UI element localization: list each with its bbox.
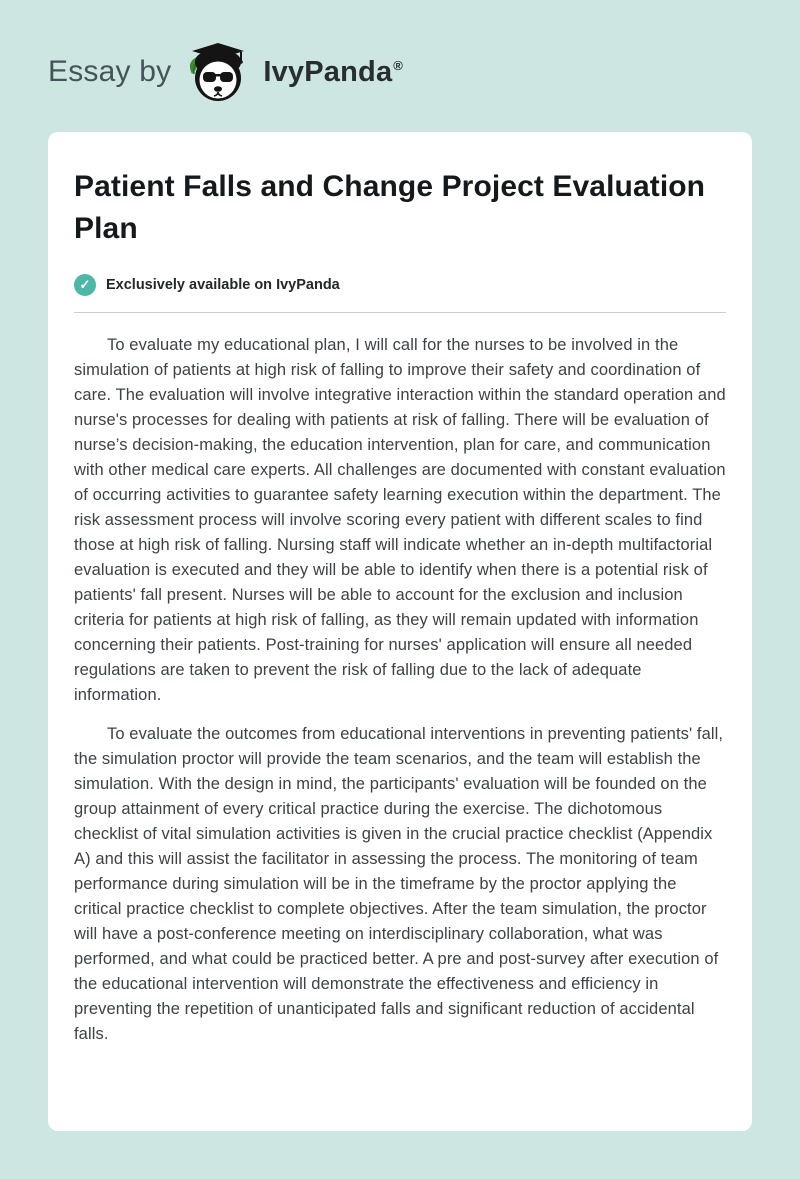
availability-badge-label: Exclusively available on IvyPanda (106, 277, 340, 293)
essay-body (74, 333, 726, 1047)
registered-trademark-symbol: ® (393, 57, 404, 73)
page-title: Patient Falls and Change Project Evaluation Plan (74, 170, 706, 245)
ivypanda-logo-icon (185, 40, 249, 104)
check-circle-icon: ✓ (74, 274, 96, 296)
essay-paragraph-2: To evaluate the outcomes from educational interventions in preventing patients' fall, the simulation proctor will provide the team scenarios, and the team will establish the simulation. With the design in mind, the participants' evaluation will be founded on the group attainment of every critical practice during the exercise. The dichotomous checklist of vital simulation activities is given in the crucial practice checklist (Appendix A) and this will assist the facilitator in assessing the process. The monitoring of team performance during simulation will be in the timeframe by the proctor applying the critical practice checklist to complete objectives. After the team simulation, the proctor will have a post-conference meeting on interdisciplinary collaboration, what was performed, and what could be practiced better. A pre and post-survey after execution of the educational intervention will demonstrate the effectiveness and efficiency in preventing the repetition of unanticipated falls and significant reduction of accidental falls. (74, 725, 724, 1043)
divider (74, 312, 726, 313)
essay-by-label: Essay by (48, 55, 172, 88)
essay-paragraph-1: To evaluate my educational plan, I will call for the nurses to be involved in the simulation of patients at high risk of falling to improve their safety and coordination of care. The evaluation will involve integrative interaction within the standard operation and nurse's processes for dealing with patients at risk of falling. There will be evaluation of nurse’s decision-making, the education intervention, plan for care, and communication with other medical care experts. All challenges are documented with constant evaluation of occurring activities to guarantee safety learning execution within the department. The risk assessment process will involve scoring every patient with different scales to find those at high risk of falling. Nursing staff will indicate whether an in-depth multifactorial evaluation is executed and they will be able to identify when there is a potential risk of patients' fall present. Nurses will be able to account for the exclusion and inclusion criteria for patients at high risk of falling, as they will remain updated with information concerning their patients. Post-training for nurses' application will ensure all needed regulations are taken to prevent the risk of falling due to the lack of adequate information. (74, 336, 726, 704)
availability-badge (74, 274, 726, 296)
header (48, 0, 752, 132)
essay-card (48, 132, 752, 1131)
brand-text: IvyPanda (263, 55, 393, 88)
brand-name (263, 56, 403, 89)
